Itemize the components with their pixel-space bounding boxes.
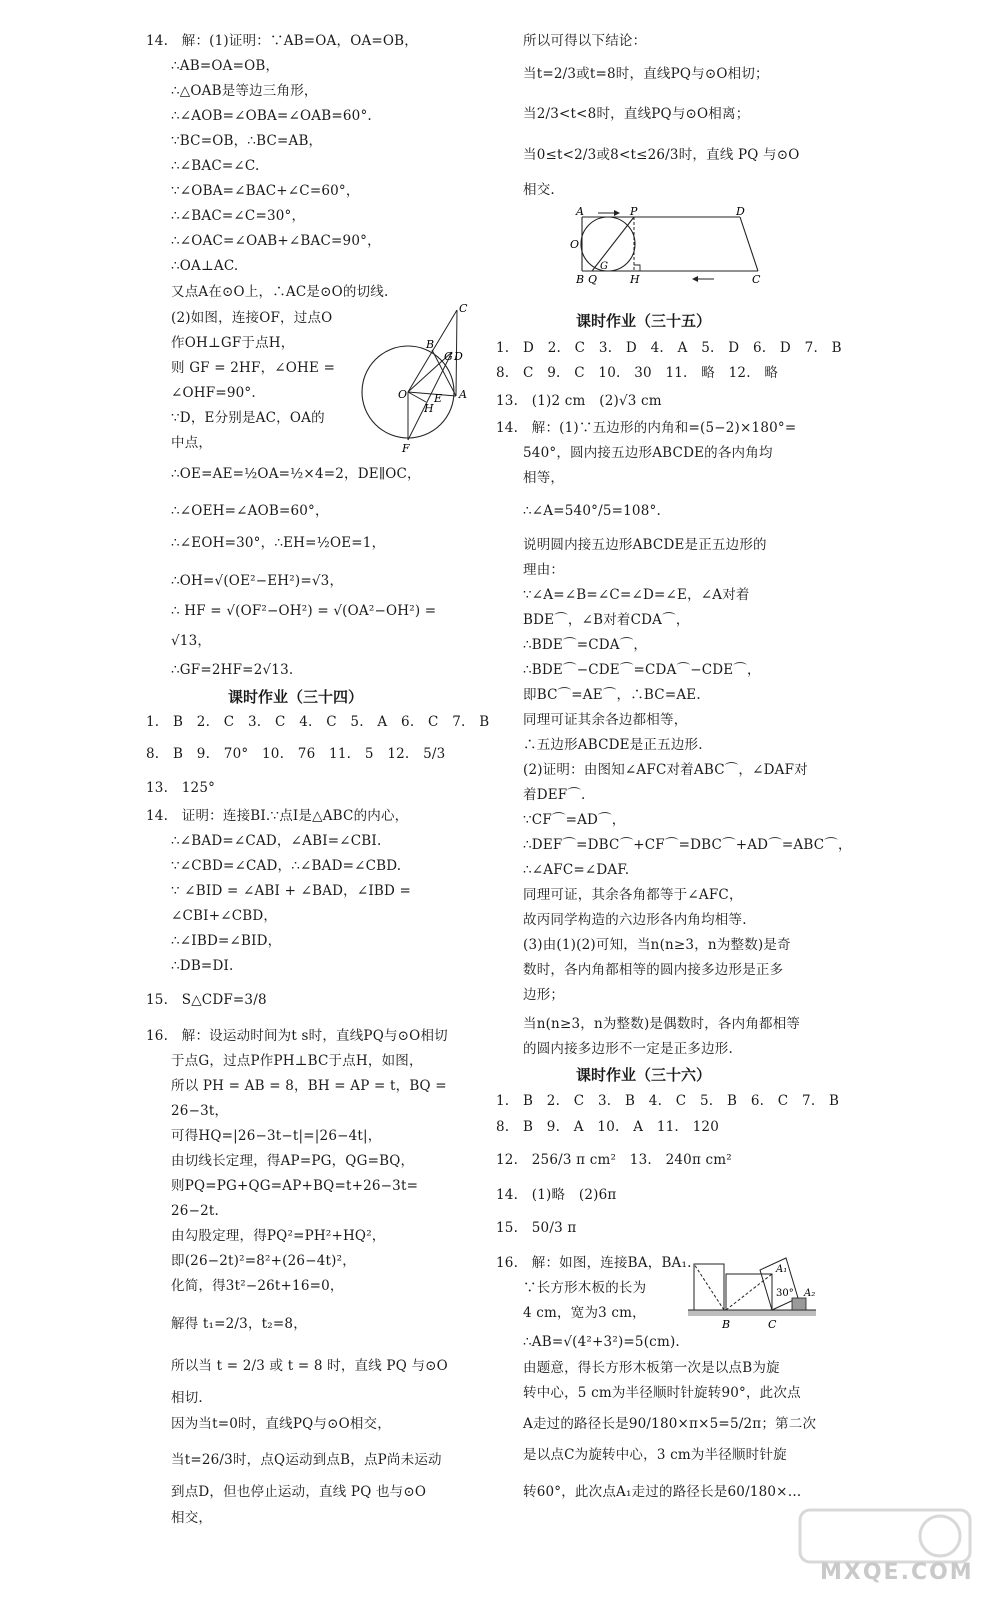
answer-line: 1. B 2. C 3. C 4. C 5. A 6. C 7. B xyxy=(146,714,490,730)
text-line: 化简，得3t²−26t+16=0， xyxy=(171,1278,344,1294)
fig-label-H: H xyxy=(424,402,434,415)
text-line: 由题意，得长方形木板第一次是以点B为旋 xyxy=(523,1360,780,1376)
text-line: 边形； xyxy=(523,987,565,1003)
text-line: ∴AB=√(4²+3²)=5(cm). xyxy=(523,1334,680,1350)
circle-tangent-figure xyxy=(360,300,480,460)
text-line: 由勾股定理，得PQ²=PH²+HQ²， xyxy=(171,1228,386,1244)
text-line: 着DEF⌒. xyxy=(523,787,586,803)
fig-label-H: H xyxy=(630,273,640,286)
text-line: 的圆内接多边形不一定是正多边形. xyxy=(523,1041,733,1057)
text-line: ∵∠CBD=∠CAD，∴∠BAD=∠CBD. xyxy=(171,858,402,874)
answer-line: 8. C 9. C 10. 30 11. 略 12. 略 xyxy=(496,365,779,381)
fig-label-A1: A₁ xyxy=(776,1264,788,1275)
fig-label-G: G xyxy=(600,261,608,272)
fig-label-C: C xyxy=(459,302,468,315)
text-line: 解得 t₁=2/3，t₂=8， xyxy=(171,1316,307,1332)
text-line: 则PQ=PG+QG=AP+BQ=t+26−3t= xyxy=(171,1178,419,1194)
section-title: 课时作业（三十五） xyxy=(576,312,712,330)
answer-line: 13. 125° xyxy=(146,780,216,796)
text-line: 当2/3<t<8时，直线PQ与⊙O相离； xyxy=(523,106,750,122)
text-line: 又点A在⊙O上，∴AC是⊙O的切线. xyxy=(171,284,389,300)
answer-line: 13. (1)2 cm (2)√3 cm xyxy=(496,393,662,409)
text-line: 相交， xyxy=(171,1510,213,1526)
text-line: 16. 解：如图，连接BA，BA₁. xyxy=(496,1255,692,1271)
fig-label-A2: A₂ xyxy=(804,1288,816,1299)
text-line: ∠OHF=90°. xyxy=(171,385,256,401)
text-line: BDE⌒，∠B对着CDA⌒， xyxy=(523,612,690,628)
text-line: ∴∠BAD=∠CAD，∠ABI=∠CBI. xyxy=(171,833,382,849)
text-line: ∴五边形ABCDE是正五边形. xyxy=(523,737,703,753)
text-line: 由切线长定理，得AP=PG，QG=BQ， xyxy=(171,1153,415,1169)
text-line: ∴∠AFC=∠DAF. xyxy=(523,862,630,878)
answer-line: 1. D 2. C 3. D 4. A 5. D 6. D 7. B xyxy=(496,340,842,356)
text-line: ∵CF⌒=AD⌒， xyxy=(523,812,626,828)
text-line: 即BC⌒=AE⌒，∴BC=AE. xyxy=(523,687,701,703)
text-line: 同理可证其余各边都相等， xyxy=(523,712,688,728)
text-line: ∠CBI+∠CBD， xyxy=(171,908,278,924)
text-line: 则 GF = 2HF，∠OHE = xyxy=(171,360,336,376)
text-line: 14. 解：(1)证明：∵AB=OA，OA=OB， xyxy=(146,33,419,49)
text-line: ∴∠BAC=∠C. xyxy=(171,158,260,174)
text-line: √13， xyxy=(171,633,212,649)
text-line: 中点， xyxy=(171,435,213,451)
fig-angle-label: 30° xyxy=(776,1288,794,1299)
answer-line: 8. B 9. A 10. A 11. 120 xyxy=(496,1119,719,1135)
text-line: (3)由(1)(2)可知，当n(n≥3，n为整数)是奇 xyxy=(523,937,791,953)
fig-label-B: B xyxy=(576,273,585,286)
text-line: ∴DB=DI. xyxy=(171,958,234,974)
fig-label-A: A xyxy=(576,205,584,218)
text-line: 15. S△CDF=3/8 xyxy=(146,992,267,1008)
text-line: ∵D，E分别是AC，OA的 xyxy=(171,410,325,426)
text-line: 26−2t. xyxy=(171,1203,219,1219)
text-line: ∵BC=OB，∴BC=AB， xyxy=(171,133,323,149)
fig-label-D: D xyxy=(736,205,745,218)
text-line: ∵∠A=∠B=∠C=∠D=∠E，∠A对着 xyxy=(523,587,750,603)
fig-label-B: B xyxy=(722,1318,731,1331)
answer-line: 12. 256/3 π cm² 13. 240π cm² xyxy=(496,1152,732,1168)
text-line: ∴OE=AE=½OA=½×4=2，DE∥OC， xyxy=(171,466,421,482)
text-line: 当n(n≥3，n为整数)是偶数时，各内角都相等 xyxy=(523,1016,801,1032)
text-line: ∵ ∠BID = ∠ABI + ∠BAD，∠IBD = xyxy=(171,883,412,899)
text-line: 同理可证，其余各角都等于∠AFC， xyxy=(523,887,743,903)
text-line: ∴∠OAC=∠OAB+∠BAC=90°， xyxy=(171,233,381,249)
text-line: ∴△OAB是等边三角形， xyxy=(171,83,318,99)
text-line: ∴∠OEH=∠AOB=60°， xyxy=(171,503,329,519)
text-line: 相切. xyxy=(171,1390,203,1406)
fig-label-Q: Q xyxy=(588,273,598,286)
text-line: 相等， xyxy=(523,470,565,486)
text-line: 因为当t=0时，直线PQ与⊙O相交， xyxy=(171,1416,391,1432)
text-line: 当t=26/3时，点Q运动到点B，点P尚未运动 xyxy=(171,1452,442,1468)
text-line: 转中心，5 cm为半径顺时针旋转90°，此次点 xyxy=(523,1385,801,1401)
text-line: 当0≤t<2/3或8<t≤26/3时，直线 PQ 与⊙O xyxy=(523,147,800,163)
text-line: (2)如图，连接OF，过点O xyxy=(171,310,333,326)
text-line: 于点G，过点P作PH⊥BC于点H，如图， xyxy=(171,1053,423,1069)
text-line: 4 cm，宽为3 cm， xyxy=(523,1305,646,1321)
text-line: ∴BDE⌒−CDE⌒=CDA⌒−CDE⌒， xyxy=(523,662,761,678)
text-line: 所以 PH = AB = 8，BH = AP = t，BQ = xyxy=(171,1078,447,1094)
text-line: ∴ HF = √(OF²−OH²) = √(OA²−OH²) = xyxy=(171,603,437,619)
answer-line: 14. (1)略 (2)6π xyxy=(496,1187,617,1203)
fig-label-O: O xyxy=(570,238,580,251)
text-line: ∴BDE⌒=CDA⌒， xyxy=(523,637,648,653)
moving-point-figure xyxy=(568,205,768,287)
text-line: 理由： xyxy=(523,562,565,578)
text-line: 转60°，此次点A₁走过的路径长是60/180×… xyxy=(523,1484,802,1500)
text-line: (2)证明：由图知∠AFC对着ABC⌒，∠DAF对 xyxy=(523,762,808,778)
answer-line: 1. B 2. C 3. B 4. C 5. B 6. C 7. B xyxy=(496,1093,840,1109)
fig-label-P: P xyxy=(630,205,638,218)
text-line: 所以可得以下结论： xyxy=(523,33,647,49)
text-line: ∴OA⊥AC. xyxy=(171,258,239,274)
answer-line: 8. B 9. 70° 10. 76 11. 5 12. 5/3 xyxy=(146,746,446,762)
text-line: 540°，圆内接五边形ABCDE的各内角均 xyxy=(523,445,773,461)
text-line: 所以当 t = 2/3 或 t = 8 时，直线 PQ 与⊙O xyxy=(171,1358,448,1374)
text-line: 相交. xyxy=(523,182,555,198)
text-line: 16. 解：设运动时间为t s时，直线PQ与⊙O相切 xyxy=(146,1028,448,1044)
text-line: ∴∠A=540°/5=108°. xyxy=(523,503,661,519)
text-line: ∵长方形木板的长为 xyxy=(523,1280,647,1296)
answer-line: 15. 50/3 π xyxy=(496,1220,577,1236)
text-line: 作OH⊥GF于点H， xyxy=(171,335,295,351)
fig-label-F: F xyxy=(402,442,410,455)
text-line: 数时，各内角都相等的圆内接多边形是正多 xyxy=(523,962,784,978)
text-line: ∴∠IBD=∠BID， xyxy=(171,933,282,949)
section-title: 课时作业（三十四） xyxy=(228,688,364,706)
text-line: 故丙同学构造的六边形各内角均相等. xyxy=(523,912,747,928)
text-line: ∴GF=2HF=2√13. xyxy=(171,662,294,678)
text-line: ∵∠OBA=∠BAC+∠C=60°， xyxy=(171,183,360,199)
text-line: 是以点C为旋转中心，3 cm为半径顺时针旋 xyxy=(523,1447,787,1463)
rotating-board-figure xyxy=(686,1252,818,1332)
text-line: 14. 证明：连接BI.∵点I是△ABC的内心， xyxy=(146,808,409,824)
text-line: 可得HQ=|26−3t−t|=|26−4t|， xyxy=(171,1128,382,1144)
text-line: 26−3t， xyxy=(171,1103,229,1119)
watermark-text: MXQE.COM xyxy=(820,1560,974,1585)
fig-label-C: C xyxy=(768,1318,777,1331)
text-line: ∴∠EOH=30°，∴EH=½OE=1， xyxy=(171,535,386,551)
text-line: ∴OH=√(OE²−EH²)=√3， xyxy=(171,573,344,589)
text-line: ∴DEF⌒=DBC⌒+CF⌒=DBC⌒+AD⌒=ABC⌒， xyxy=(523,837,852,853)
fig-label-B: B xyxy=(426,338,435,351)
text-line: ∴∠BAC=∠C=30°， xyxy=(171,208,306,224)
text-line: ∴AB=OA=OB， xyxy=(171,58,280,74)
text-line: A走过的路径长是90/180×π×5=5/2π；第二次 xyxy=(523,1416,817,1432)
fig-label-C: C xyxy=(752,273,761,286)
fig-label-A: A xyxy=(459,388,467,401)
text-line: 当t=2/3或t=8时，直线PQ与⊙O相切； xyxy=(523,66,769,82)
fig-label-E: E xyxy=(434,392,443,405)
text-line: 即(26−2t)²=8²+(26−4t)²， xyxy=(171,1253,356,1269)
text-line: 到点D，但也停止运动，直线 PQ 也与⊙O xyxy=(171,1484,427,1500)
fig-label-O: O xyxy=(398,388,408,401)
text-line: 说明圆内接五边形ABCDE是正五边形的 xyxy=(523,537,767,553)
text-line: 14. 解：(1)∵五边形的内角和=(5−2)×180°= xyxy=(496,420,797,436)
fig-label-D: D xyxy=(454,350,463,363)
text-line: ∴∠AOB=∠OBA=∠OAB=60°. xyxy=(171,108,372,124)
section-title: 课时作业（三十六） xyxy=(576,1066,712,1084)
fig-label-G: G xyxy=(444,350,453,363)
